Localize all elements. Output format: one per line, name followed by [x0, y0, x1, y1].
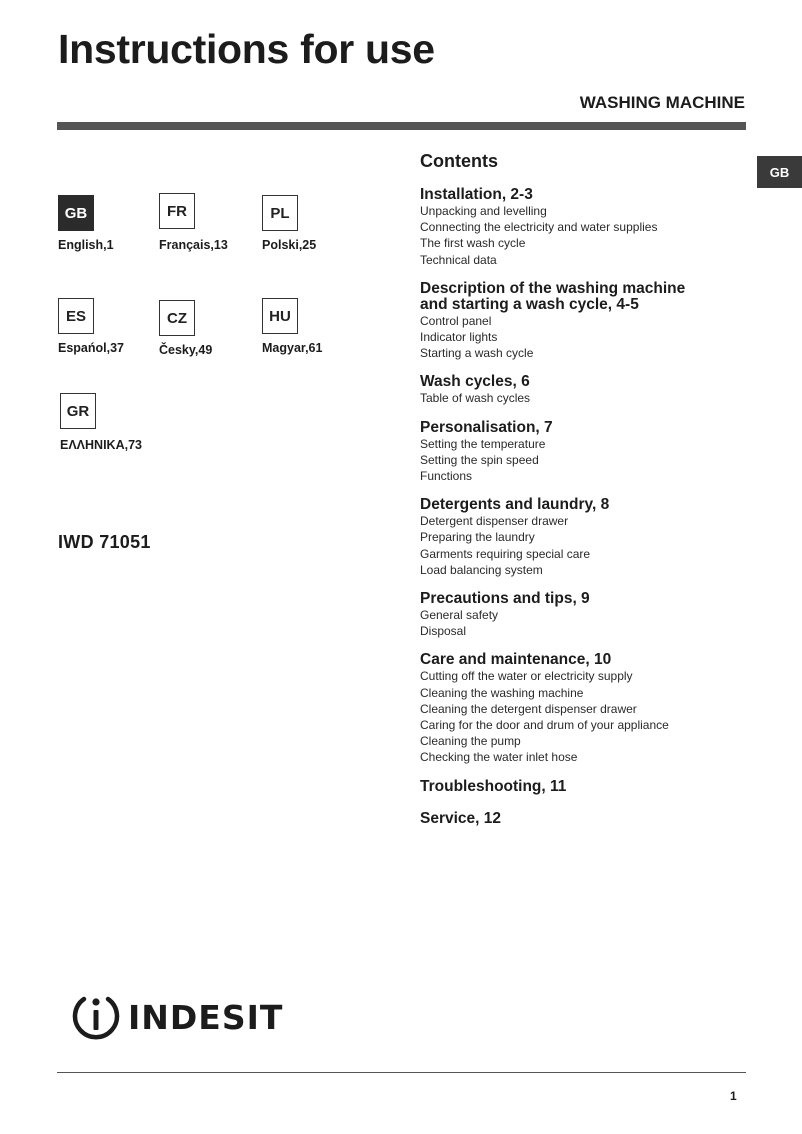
toc-section-title[interactable]: Precautions and tips, 9 [420, 590, 590, 608]
toc-section-title[interactable]: Personalisation, 7 [420, 418, 553, 436]
toc-section-title[interactable]: Description of the washing machine [420, 279, 686, 297]
toc-item[interactable]: Control panel [420, 313, 492, 328]
toc-item[interactable]: Cleaning the pump [420, 734, 521, 749]
toc-item[interactable]: Indicator lights [420, 330, 498, 345]
toc-section-wash-cycles [420, 374, 760, 406]
toc-item[interactable]: Disposal [420, 624, 467, 639]
toc-section-title[interactable]: Service, 12 [420, 809, 502, 827]
toc-section-title[interactable]: Detergents and laundry, 8 [420, 496, 610, 514]
toc-section-installation [420, 187, 760, 268]
toc-item[interactable]: Connecting the electricity and water supplies [420, 220, 658, 235]
toc-item[interactable]: Cleaning the washing machine [420, 685, 584, 700]
table-of-contents [420, 151, 760, 840]
brand-wordmark: INDESIT [128, 997, 284, 1037]
toc-section-troubleshooting [420, 779, 760, 795]
toc-item[interactable]: Caring for the door and drum of your appliance [420, 718, 669, 733]
language-label: ΕΛΛΗΝΙΚΑ,73 [60, 438, 142, 452]
toc-section-title[interactable]: Installation, 2-3 [420, 186, 533, 203]
language-code-box[interactable]: CZ [159, 300, 195, 336]
toc-item[interactable]: Setting the spin speed [420, 452, 539, 467]
toc-section-precautions [420, 591, 760, 639]
toc-item[interactable]: Setting the temperature [420, 436, 546, 451]
language-item-hu[interactable] [262, 298, 362, 355]
model-number: IWD 71051 [58, 532, 151, 552]
language-item-gr[interactable] [60, 393, 160, 452]
toc-item[interactable]: Table of wash cycles [420, 391, 531, 406]
toc-item[interactable]: Load balancing system [420, 562, 543, 577]
toc-item[interactable]: Unpacking and levelling [420, 204, 547, 218]
toc-item[interactable]: Preparing the laundry [420, 530, 535, 545]
language-code-box[interactable]: GR [60, 393, 96, 429]
document-subtitle: WASHING MACHINE [579, 93, 745, 112]
language-code-box[interactable]: PL [262, 195, 298, 231]
toc-item[interactable]: Detergent dispenser drawer [420, 514, 569, 529]
language-label: Français,13 [159, 238, 228, 252]
toc-section-title[interactable]: Wash cycles, 6 [420, 373, 530, 391]
language-label: Espańol,37 [58, 341, 124, 355]
toc-item[interactable]: Starting a wash cycle [420, 346, 534, 361]
toc-section-personalisation [420, 420, 760, 485]
page-number: 1 [730, 1089, 737, 1103]
language-label: Česky,49 [159, 343, 213, 357]
toc-section-title-continued[interactable]: and starting a wash cycle, 4-5 [420, 295, 639, 313]
language-side-tab[interactable]: GB [757, 156, 802, 188]
language-item-es[interactable] [58, 298, 158, 355]
toc-item[interactable]: Cleaning the detergent dispenser drawer [420, 701, 637, 716]
toc-item[interactable]: The first wash cycle [420, 236, 526, 251]
toc-section-description [420, 281, 760, 362]
toc-section-title[interactable]: Care and maintenance, 10 [420, 651, 612, 669]
toc-item[interactable]: Functions [420, 469, 473, 484]
brand-logo [70, 991, 283, 1043]
footer-rule [57, 1072, 746, 1073]
language-item-cz[interactable] [159, 300, 259, 357]
language-code-box[interactable]: FR [159, 193, 195, 229]
toc-item[interactable]: General safety [420, 608, 499, 623]
language-item-pl[interactable] [262, 195, 362, 252]
language-item-fr[interactable] [159, 193, 259, 252]
toc-item[interactable]: Cutting off the water or electricity supply [420, 669, 633, 684]
language-label: Polski,25 [262, 238, 317, 252]
language-label: English,1 [58, 238, 114, 252]
language-code-box[interactable]: ES [58, 298, 94, 334]
language-code-box[interactable]: HU [262, 298, 298, 334]
toc-item[interactable]: Technical data [420, 252, 497, 267]
toc-section-service [420, 811, 760, 827]
page-title: Instructions for use [58, 26, 435, 72]
contents-title: Contents [420, 151, 498, 171]
toc-section-title[interactable]: Troubleshooting, 11 [420, 777, 567, 795]
language-code-box[interactable]: GB [58, 195, 94, 231]
toc-item[interactable]: Garments requiring special care [420, 546, 591, 561]
toc-section-detergents [420, 497, 760, 578]
header-rule [57, 122, 746, 130]
language-item-gb[interactable] [58, 195, 158, 252]
toc-item[interactable]: Checking the water inlet hose [420, 750, 578, 765]
toc-section-care [420, 652, 760, 765]
indesit-logo-icon [70, 991, 122, 1043]
language-label: Magyar,61 [262, 341, 323, 355]
